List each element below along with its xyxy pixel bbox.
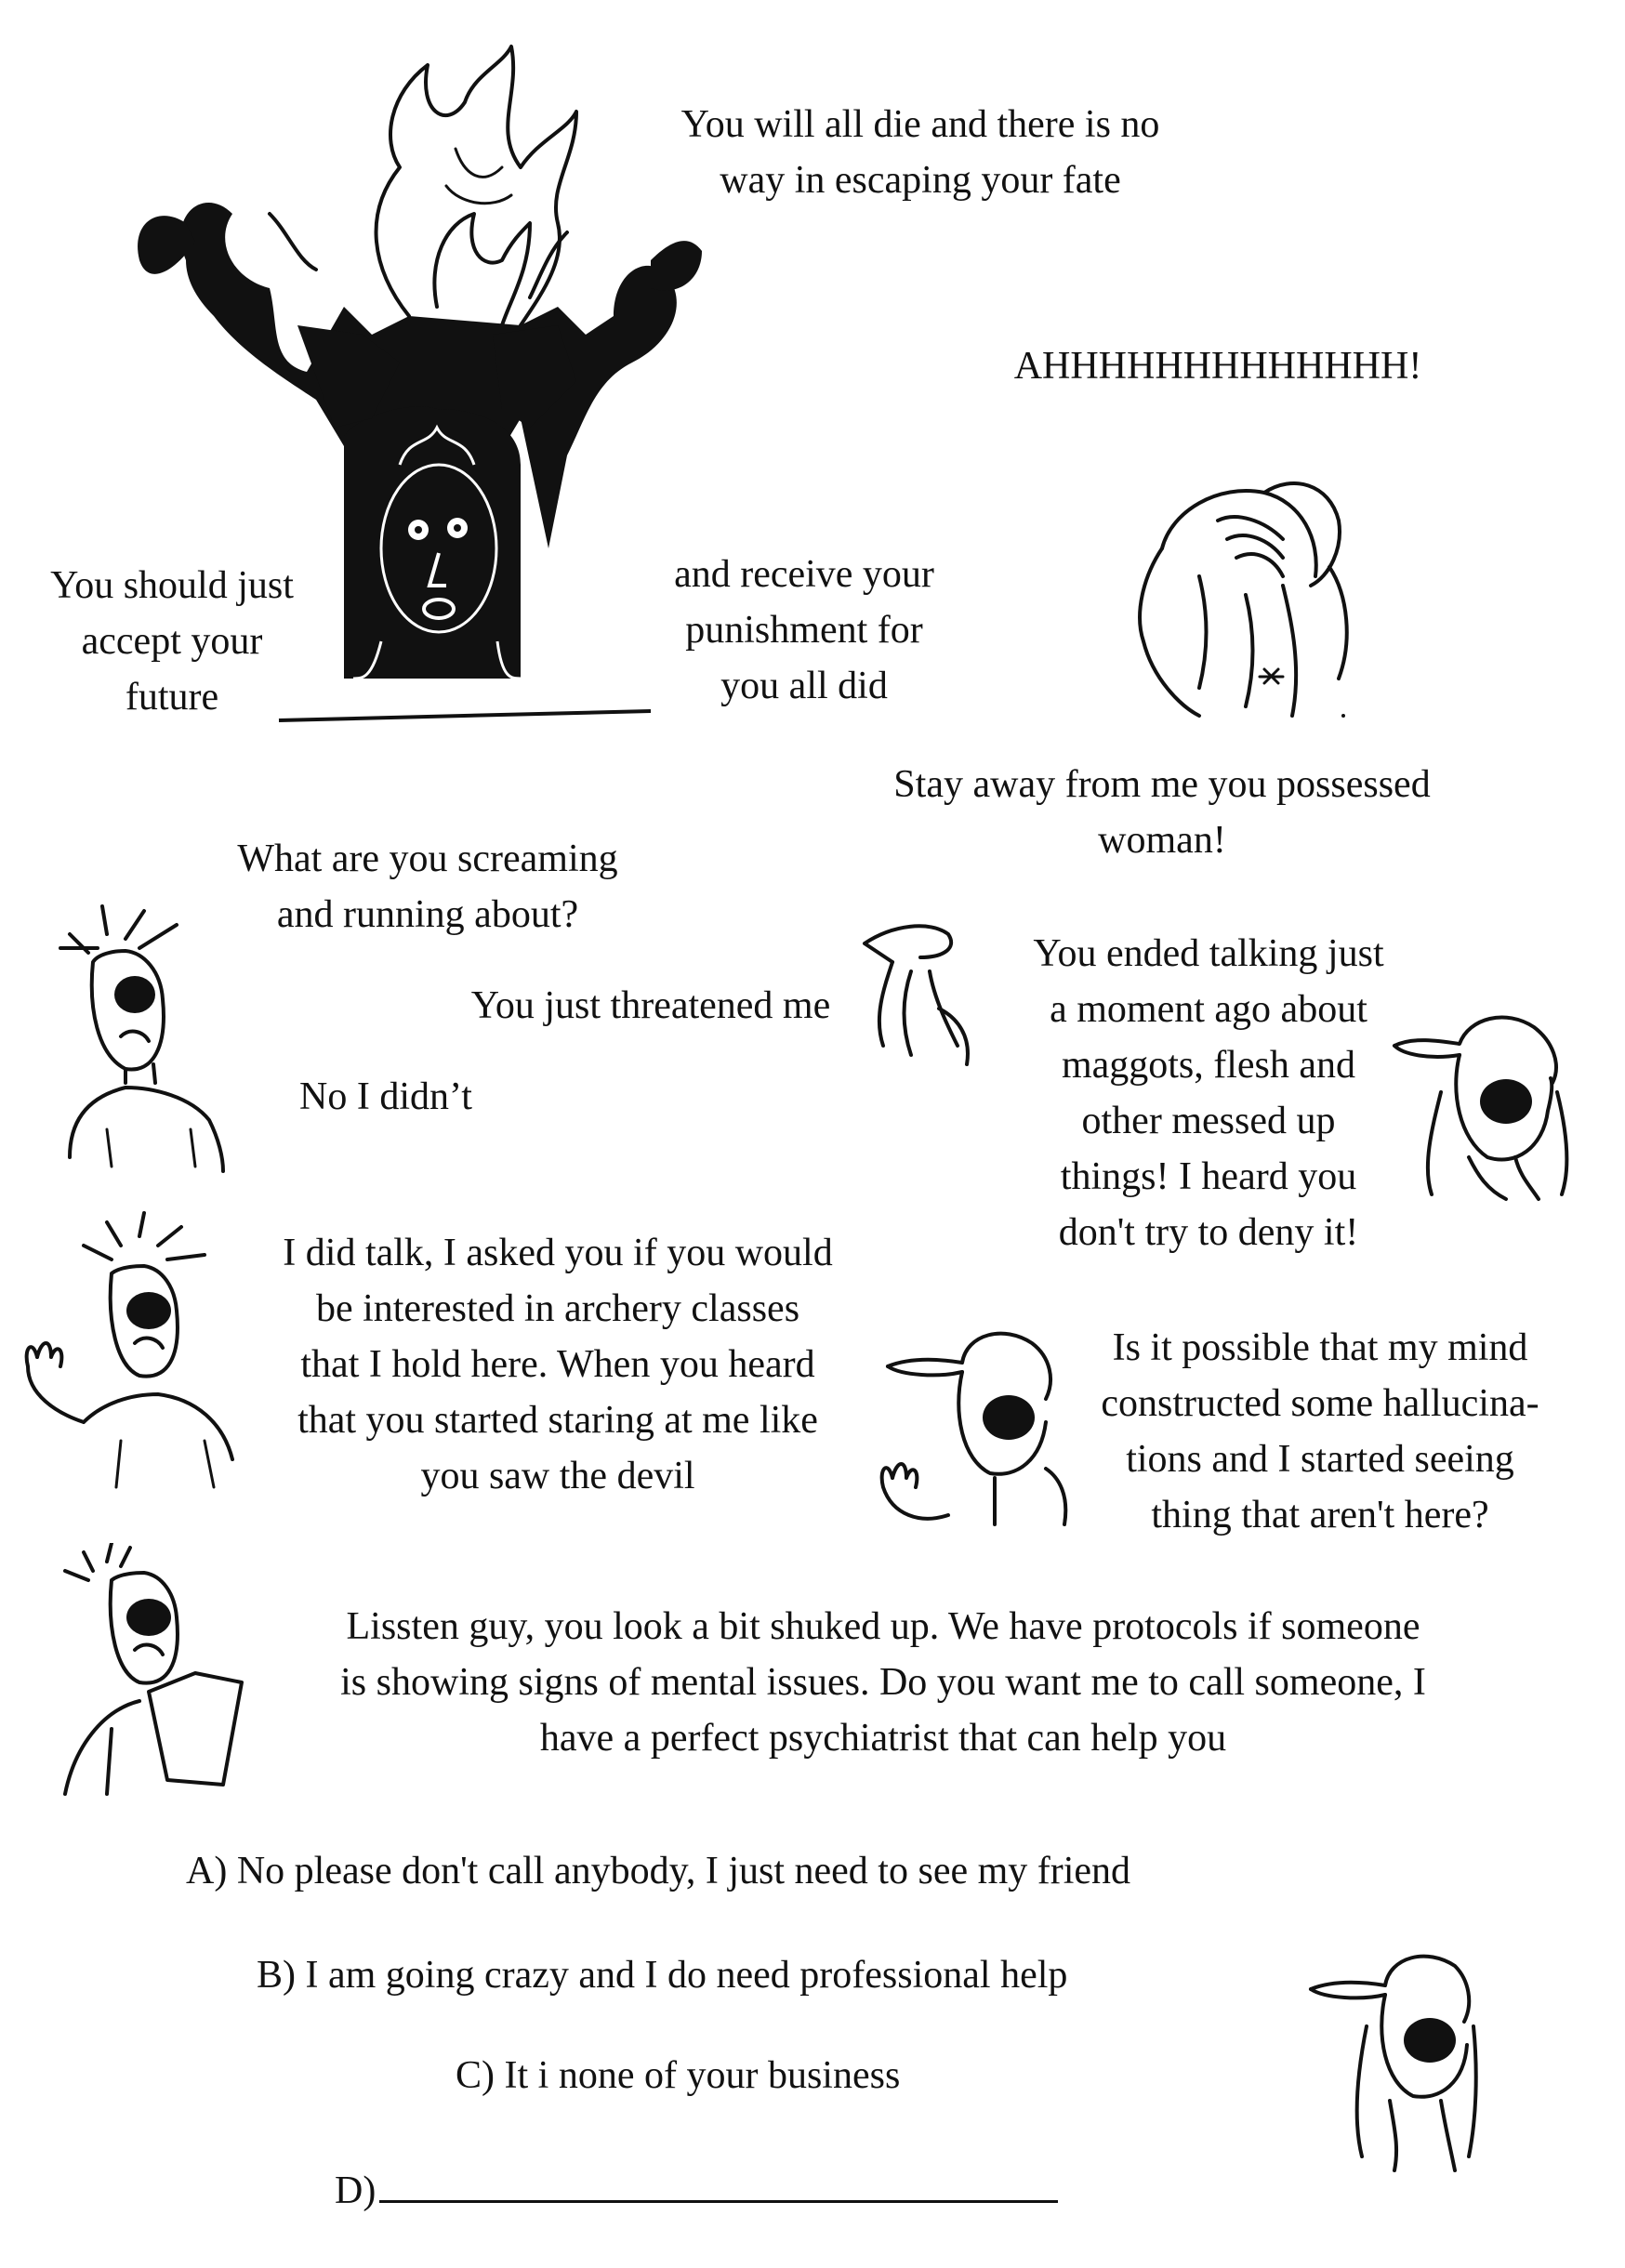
you-threatened-text: You just threatened me bbox=[470, 984, 831, 1027]
choice-d[interactable] bbox=[335, 2163, 1058, 2219]
demon-threat-text: You will all die and there is no way in escaping your fate bbox=[680, 103, 1160, 202]
receive-punishment-text: and receive your punishment for you all did bbox=[674, 553, 934, 707]
you-ended-talking-text: You ended talking just a moment ago about maggots, flesh and other messed up things! I heard you don't try to deny it! bbox=[1033, 932, 1384, 1254]
accept-future-text: You should just accept your future bbox=[50, 564, 294, 719]
lissten-guy-text: Lissten guy, you look a bit shuked up. We have protocols if someone is showing signs of mental issues. Do you want me to call someone, I have a perfect psychiatrist that can help you bbox=[340, 1605, 1426, 1760]
i-did-talk-text: I did talk, I asked you if you would be interested in archery classes that I hold here. When you heard that you started staring at me like you saw the devil bbox=[283, 1232, 833, 1497]
choice-c[interactable]: C) It i none of your business bbox=[456, 2054, 901, 2097]
hallucinations-text: Is it possible that my mind constructed some hallucina- tions and I started seeing thing that aren't here? bbox=[1101, 1326, 1539, 1536]
capped-man-illustration-2 bbox=[874, 1301, 1078, 1534]
choice-d-blank-line[interactable] bbox=[379, 2163, 1058, 2203]
screaming-man-illustration bbox=[1106, 455, 1394, 753]
no-i-didnt-text: No I didn’t bbox=[299, 1075, 472, 1118]
capped-man-illustration-3 bbox=[1292, 1933, 1478, 2175]
choice-d-label: D) bbox=[335, 2169, 377, 2212]
hand-cap-illustration bbox=[855, 906, 985, 1074]
stay-away-text: Stay away from me you possessed woman! bbox=[893, 763, 1431, 862]
archer-woman-illustration-2 bbox=[19, 1208, 242, 1497]
what-screaming-text: What are you screaming and running about? bbox=[237, 837, 618, 936]
archer-woman-paper-illustration bbox=[56, 1543, 279, 1803]
scream-text: AHHHHHHHHHHHHH! bbox=[1013, 345, 1422, 388]
choice-a[interactable]: A) No please don't call anybody, I just need to see my friend bbox=[186, 1850, 1131, 1892]
choice-b[interactable]: B) I am going crazy and I do need professional help bbox=[257, 1954, 1068, 1997]
